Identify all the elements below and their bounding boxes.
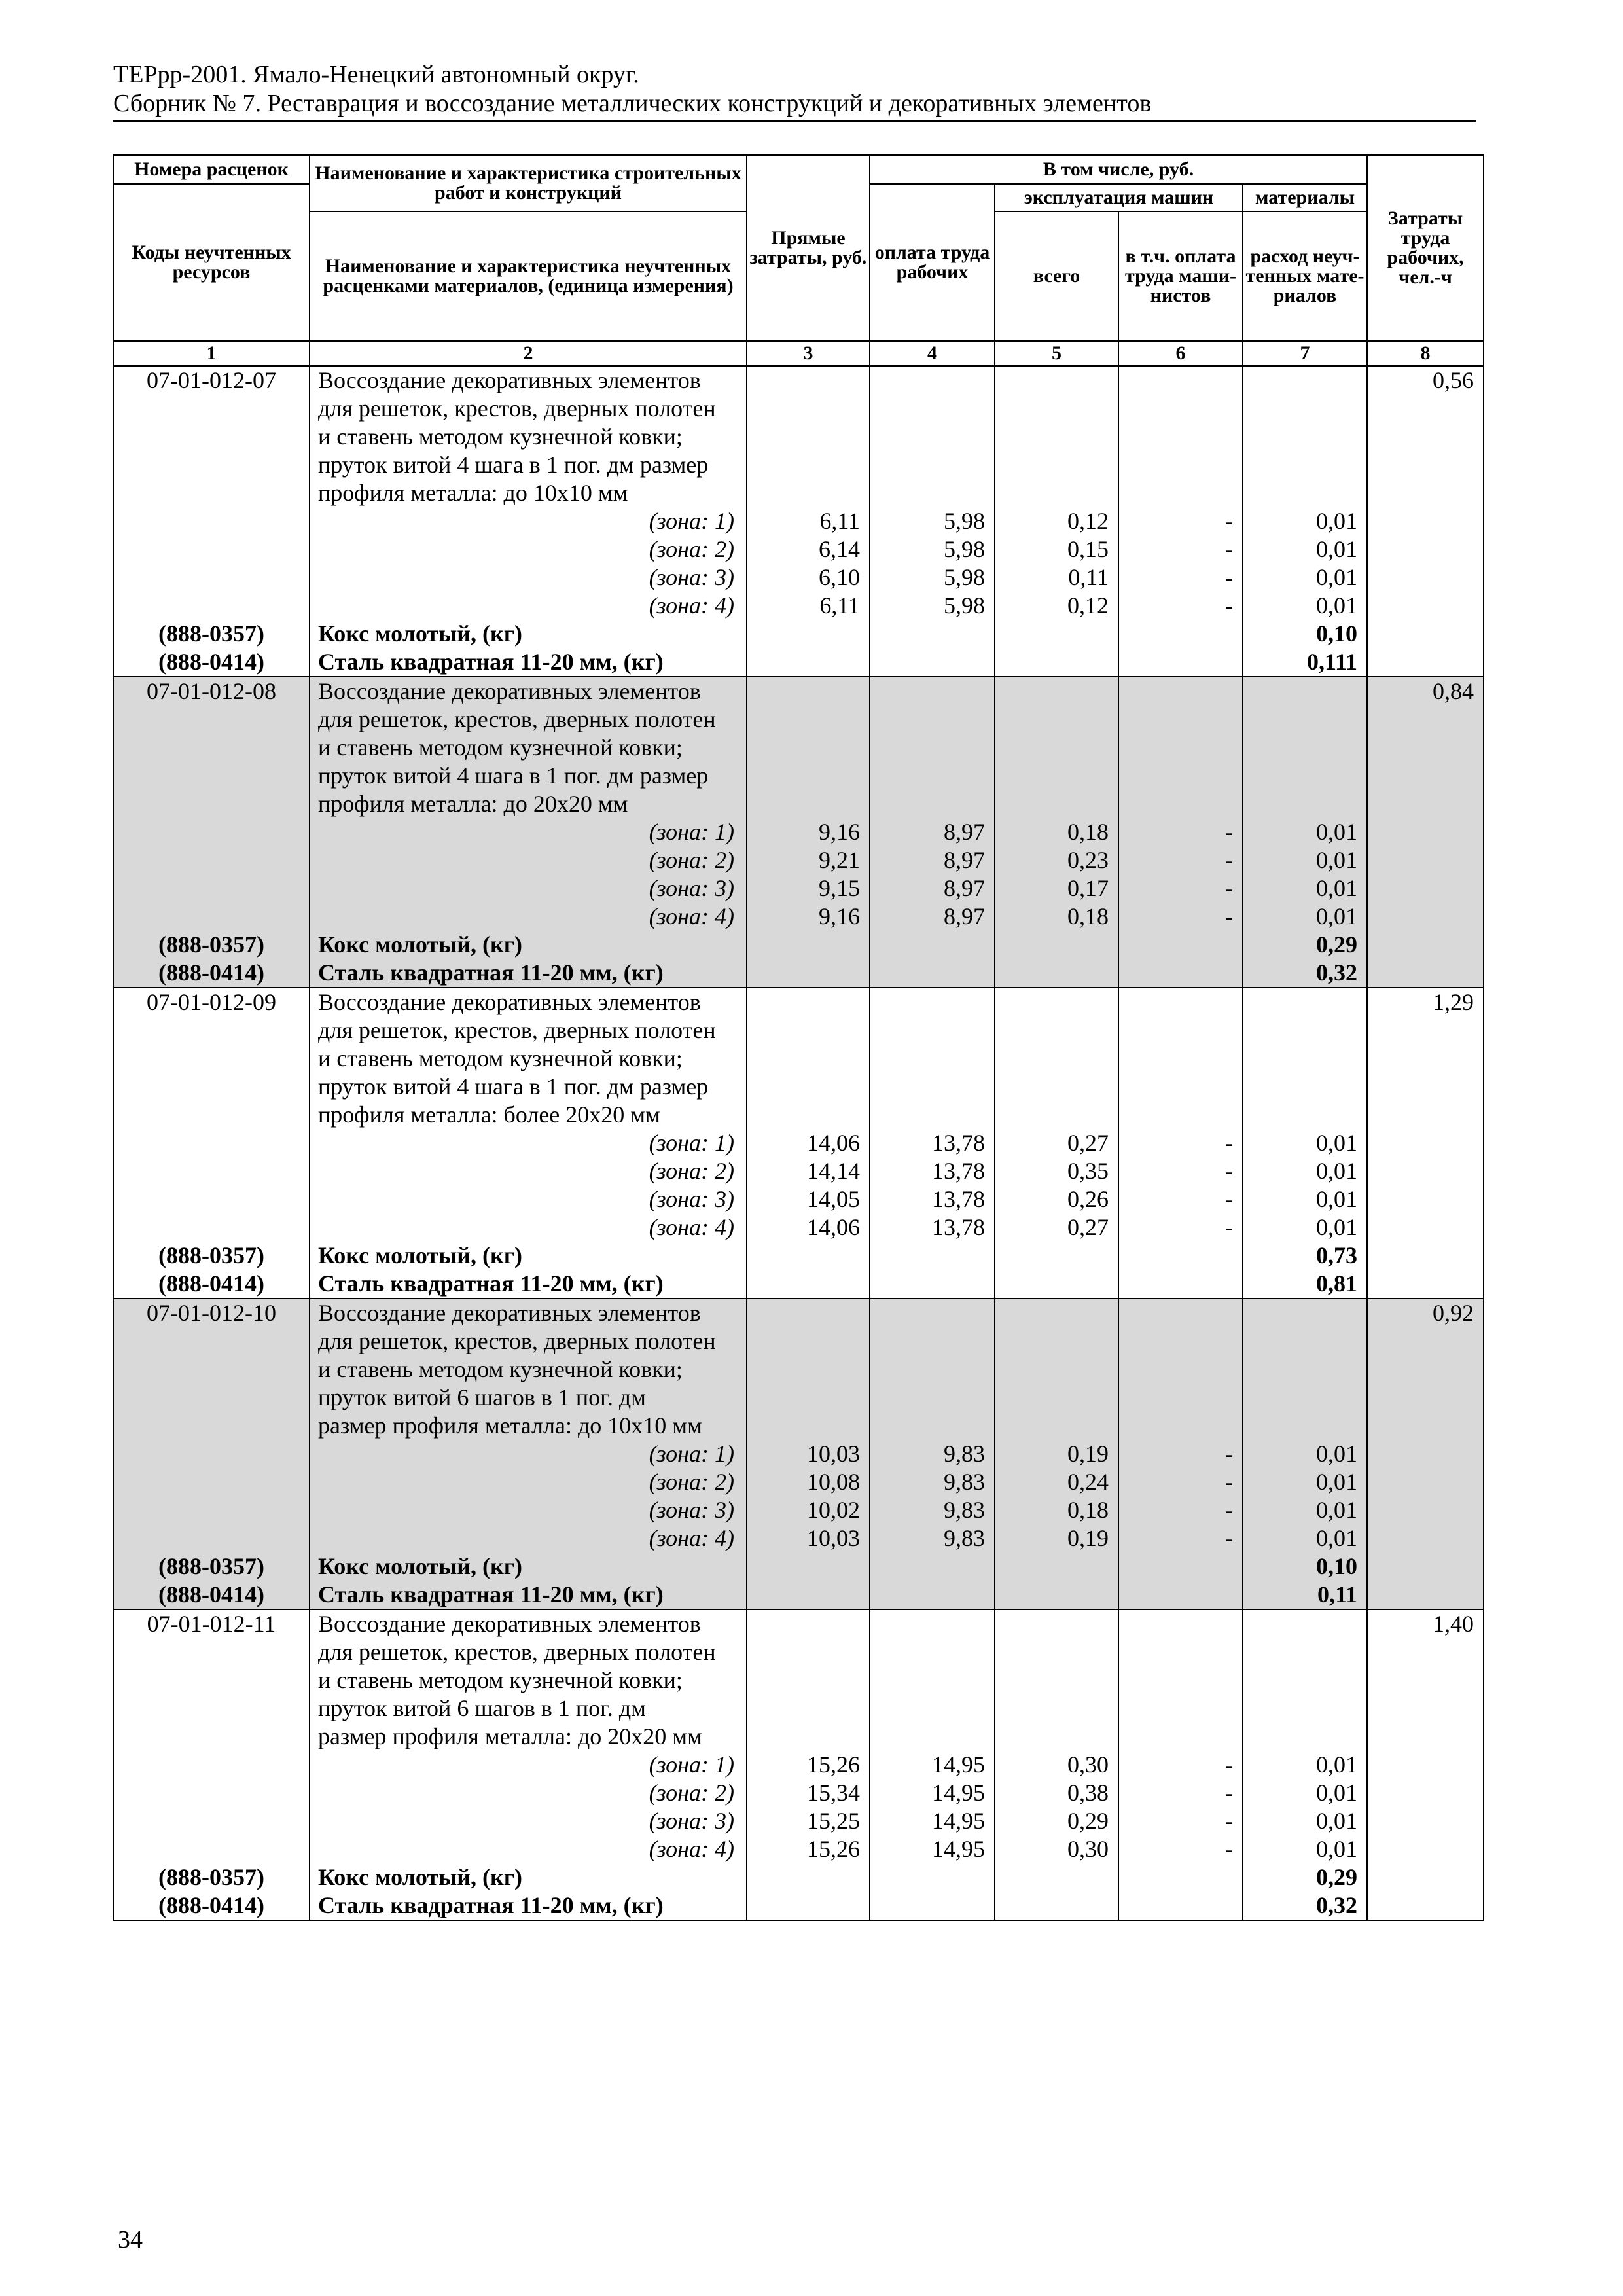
zone-row bbox=[113, 1185, 1484, 1213]
rate-description-line: Воссоздание декоративных элементов bbox=[310, 366, 747, 395]
materials-cost: 0,01 bbox=[1243, 1157, 1367, 1185]
resource-code: (888-0414) bbox=[113, 1270, 310, 1299]
direct-costs: 14,06 bbox=[747, 1129, 870, 1157]
col-number: 3 bbox=[747, 341, 870, 366]
worker-pay: 13,78 bbox=[870, 1213, 995, 1242]
rate-description-line: Воссоздание декоративных элементов bbox=[310, 1299, 747, 1327]
direct-costs: 15,34 bbox=[747, 1779, 870, 1807]
th-resource-codes: Коды неучтенных ресурсов bbox=[113, 184, 310, 341]
col-number: 4 bbox=[870, 341, 995, 366]
zone-label: (зона: 3) bbox=[310, 564, 747, 592]
materials-cost: 0,01 bbox=[1243, 1496, 1367, 1524]
rate-desc-row bbox=[113, 734, 1484, 762]
zone-label: (зона: 2) bbox=[310, 535, 747, 564]
labor-costs: 1,40 bbox=[1367, 1609, 1484, 1638]
labor-costs: 0,56 bbox=[1367, 366, 1484, 395]
zone-row bbox=[113, 874, 1484, 903]
machinist-pay: - bbox=[1118, 1524, 1243, 1552]
material-row bbox=[113, 1892, 1484, 1920]
materials-cost: 0,01 bbox=[1243, 1440, 1367, 1468]
rate-desc-row bbox=[113, 1666, 1484, 1695]
machinist-pay: - bbox=[1118, 1468, 1243, 1496]
zone-label: (зона: 1) bbox=[310, 507, 747, 535]
machinist-pay: - bbox=[1118, 535, 1243, 564]
material-consumption: 0,10 bbox=[1243, 620, 1367, 648]
rate-desc-row bbox=[113, 1073, 1484, 1101]
worker-pay: 5,98 bbox=[870, 592, 995, 620]
machine-total: 0,18 bbox=[995, 1496, 1118, 1524]
rate-description-line: и ставень методом кузнечной ковки; bbox=[310, 423, 747, 451]
rate-description-line: и ставень методом кузнечной ковки; bbox=[310, 1666, 747, 1695]
material-name: Сталь квадратная 11-20 мм, (кг) bbox=[310, 648, 747, 677]
machine-total: 0,23 bbox=[995, 846, 1118, 874]
materials-cost: 0,01 bbox=[1243, 1524, 1367, 1552]
page-number: 34 bbox=[118, 2226, 143, 2253]
machinist-pay: - bbox=[1118, 1807, 1243, 1835]
rate-block bbox=[113, 1609, 1484, 1920]
worker-pay: 13,78 bbox=[870, 1157, 995, 1185]
zone-label: (зона: 3) bbox=[310, 1496, 747, 1524]
rate-desc-row bbox=[113, 451, 1484, 479]
machinist-pay: - bbox=[1118, 818, 1243, 846]
th-including: В том числе, руб. bbox=[870, 155, 1367, 184]
machine-total: 0,18 bbox=[995, 818, 1118, 846]
zone-row bbox=[113, 507, 1484, 535]
worker-pay: 5,98 bbox=[870, 564, 995, 592]
labor-costs: 0,92 bbox=[1367, 1299, 1484, 1327]
rate-block bbox=[113, 366, 1484, 677]
machinist-pay: - bbox=[1118, 1129, 1243, 1157]
resource-code: (888-0414) bbox=[113, 1581, 310, 1609]
rate-desc-row bbox=[113, 366, 1484, 395]
col-number: 1 bbox=[113, 341, 310, 366]
rate-code: 07-01-012-09 bbox=[113, 988, 310, 1016]
rate-description-line: для решеток, крестов, дверных полотен bbox=[310, 706, 747, 734]
materials-cost: 0,01 bbox=[1243, 1835, 1367, 1863]
zone-label: (зона: 3) bbox=[310, 874, 747, 903]
material-row bbox=[113, 1270, 1484, 1299]
zone-row bbox=[113, 1496, 1484, 1524]
rate-code: 07-01-012-07 bbox=[113, 366, 310, 395]
material-row bbox=[113, 648, 1484, 677]
direct-costs: 6,10 bbox=[747, 564, 870, 592]
rate-desc-row bbox=[113, 1384, 1484, 1412]
machinist-pay: - bbox=[1118, 874, 1243, 903]
zone-label: (зона: 4) bbox=[310, 1835, 747, 1863]
zone-label: (зона: 2) bbox=[310, 1157, 747, 1185]
worker-pay: 8,97 bbox=[870, 903, 995, 931]
material-consumption: 0,29 bbox=[1243, 1863, 1367, 1892]
machinist-pay: - bbox=[1118, 1779, 1243, 1807]
material-row bbox=[113, 1863, 1484, 1892]
machinist-pay: - bbox=[1118, 564, 1243, 592]
material-name: Кокс молотый, (кг) bbox=[310, 1863, 747, 1892]
zone-label: (зона: 4) bbox=[310, 903, 747, 931]
machinist-pay: - bbox=[1118, 1157, 1243, 1185]
resource-code: (888-0357) bbox=[113, 1242, 310, 1270]
zone-row bbox=[113, 1468, 1484, 1496]
materials-cost: 0,01 bbox=[1243, 507, 1367, 535]
zone-label: (зона: 4) bbox=[310, 1213, 747, 1242]
rate-desc-row bbox=[113, 790, 1484, 818]
material-name: Сталь квадратная 11-20 мм, (кг) bbox=[310, 959, 747, 988]
machinist-pay: - bbox=[1118, 592, 1243, 620]
zone-label: (зона: 3) bbox=[310, 1185, 747, 1213]
rate-desc-row bbox=[113, 988, 1484, 1016]
materials-cost: 0,01 bbox=[1243, 874, 1367, 903]
col-number: 8 bbox=[1367, 341, 1484, 366]
direct-costs: 6,11 bbox=[747, 507, 870, 535]
direct-costs: 9,16 bbox=[747, 818, 870, 846]
rate-desc-row bbox=[113, 1412, 1484, 1440]
material-consumption: 0,73 bbox=[1243, 1242, 1367, 1270]
zone-label: (зона: 1) bbox=[310, 1751, 747, 1779]
rate-desc-row bbox=[113, 1638, 1484, 1666]
rate-desc-row bbox=[113, 1695, 1484, 1723]
material-row bbox=[113, 620, 1484, 648]
rate-desc-row bbox=[113, 762, 1484, 790]
th-unaccounted-materials: расход неуч- тенных мате- риалов bbox=[1243, 211, 1367, 341]
rate-desc-row bbox=[113, 1723, 1484, 1751]
zone-row bbox=[113, 1157, 1484, 1185]
machine-total: 0,27 bbox=[995, 1129, 1118, 1157]
rate-description-line: и ставень методом кузнечной ковки; bbox=[310, 1355, 747, 1384]
machine-total: 0,27 bbox=[995, 1213, 1118, 1242]
th-total: всего bbox=[995, 211, 1118, 341]
material-consumption: 0,32 bbox=[1243, 1892, 1367, 1920]
rate-description-line: профиля металла: до 20х20 мм bbox=[310, 790, 747, 818]
rate-description-line: профиля металла: более 20х20 мм bbox=[310, 1101, 747, 1129]
resource-code: (888-0357) bbox=[113, 620, 310, 648]
th-labor-costs: Затраты труда рабочих, чел.-ч bbox=[1367, 155, 1484, 341]
zone-row bbox=[113, 1129, 1484, 1157]
resource-code: (888-0357) bbox=[113, 931, 310, 959]
material-name: Кокс молотый, (кг) bbox=[310, 1552, 747, 1581]
rate-description-line: пруток витой 4 шага в 1 пог. дм размер bbox=[310, 762, 747, 790]
worker-pay: 14,95 bbox=[870, 1751, 995, 1779]
materials-cost: 0,01 bbox=[1243, 592, 1367, 620]
zone-label: (зона: 2) bbox=[310, 846, 747, 874]
direct-costs: 15,26 bbox=[747, 1751, 870, 1779]
worker-pay: 9,83 bbox=[870, 1468, 995, 1496]
rate-description-line: пруток витой 4 шага в 1 пог. дм размер bbox=[310, 1073, 747, 1101]
direct-costs: 10,08 bbox=[747, 1468, 870, 1496]
materials-cost: 0,01 bbox=[1243, 1213, 1367, 1242]
machine-total: 0,30 bbox=[995, 1751, 1118, 1779]
machinist-pay: - bbox=[1118, 846, 1243, 874]
resource-code: (888-0414) bbox=[113, 1892, 310, 1920]
machinist-pay: - bbox=[1118, 1751, 1243, 1779]
rate-block bbox=[113, 677, 1484, 988]
material-name: Кокс молотый, (кг) bbox=[310, 1242, 747, 1270]
rates-table bbox=[113, 154, 1484, 1921]
material-row bbox=[113, 1581, 1484, 1609]
machine-total: 0,12 bbox=[995, 592, 1118, 620]
rate-description-line: пруток витой 4 шага в 1 пог. дм размер bbox=[310, 451, 747, 479]
zone-row bbox=[113, 592, 1484, 620]
rate-block bbox=[113, 988, 1484, 1299]
direct-costs: 15,25 bbox=[747, 1807, 870, 1835]
rate-desc-row bbox=[113, 423, 1484, 451]
zone-label: (зона: 1) bbox=[310, 818, 747, 846]
materials-cost: 0,01 bbox=[1243, 535, 1367, 564]
zone-row bbox=[113, 564, 1484, 592]
direct-costs: 9,16 bbox=[747, 903, 870, 931]
material-name: Сталь квадратная 11-20 мм, (кг) bbox=[310, 1581, 747, 1609]
th-machinist-pay: в т.ч. оплата труда маши- нистов bbox=[1118, 211, 1243, 341]
direct-costs: 14,14 bbox=[747, 1157, 870, 1185]
direct-costs: 6,11 bbox=[747, 592, 870, 620]
machine-total: 0,19 bbox=[995, 1440, 1118, 1468]
worker-pay: 9,83 bbox=[870, 1496, 995, 1524]
zone-row bbox=[113, 1440, 1484, 1468]
zone-label: (зона: 1) bbox=[310, 1440, 747, 1468]
resource-code: (888-0414) bbox=[113, 648, 310, 677]
worker-pay: 13,78 bbox=[870, 1185, 995, 1213]
rate-description-line: размер профиля металла: до 10х10 мм bbox=[310, 1412, 747, 1440]
labor-costs: 1,29 bbox=[1367, 988, 1484, 1016]
zone-row bbox=[113, 818, 1484, 846]
direct-costs: 10,03 bbox=[747, 1440, 870, 1468]
machinist-pay: - bbox=[1118, 507, 1243, 535]
resource-code: (888-0357) bbox=[113, 1863, 310, 1892]
worker-pay: 8,97 bbox=[870, 818, 995, 846]
material-row bbox=[113, 959, 1484, 988]
machine-total: 0,29 bbox=[995, 1807, 1118, 1835]
machine-total: 0,24 bbox=[995, 1468, 1118, 1496]
rate-desc-row bbox=[113, 1016, 1484, 1045]
direct-costs: 10,02 bbox=[747, 1496, 870, 1524]
machine-total: 0,35 bbox=[995, 1157, 1118, 1185]
zone-label: (зона: 1) bbox=[310, 1129, 747, 1157]
material-name: Сталь квадратная 11-20 мм, (кг) bbox=[310, 1892, 747, 1920]
rate-code: 07-01-012-10 bbox=[113, 1299, 310, 1327]
materials-cost: 0,01 bbox=[1243, 846, 1367, 874]
machinist-pay: - bbox=[1118, 1496, 1243, 1524]
rate-code: 07-01-012-11 bbox=[113, 1609, 310, 1638]
rate-desc-row bbox=[113, 677, 1484, 706]
rate-desc-row bbox=[113, 1045, 1484, 1073]
material-row bbox=[113, 1552, 1484, 1581]
worker-pay: 14,95 bbox=[870, 1807, 995, 1835]
zone-row bbox=[113, 1779, 1484, 1807]
direct-costs: 9,21 bbox=[747, 846, 870, 874]
machine-total: 0,30 bbox=[995, 1835, 1118, 1863]
th-worker-pay: оплата труда рабочих bbox=[870, 184, 995, 341]
direct-costs: 9,15 bbox=[747, 874, 870, 903]
direct-costs: 10,03 bbox=[747, 1524, 870, 1552]
zone-row bbox=[113, 903, 1484, 931]
direct-costs: 14,06 bbox=[747, 1213, 870, 1242]
header-collection: Сборник № 7. Реставрация и воссоздание металлических конструкций и декоративных элементов bbox=[113, 90, 1152, 117]
rate-description-line: для решеток, крестов, дверных полотен bbox=[310, 1327, 747, 1355]
rate-desc-row bbox=[113, 1101, 1484, 1129]
materials-cost: 0,01 bbox=[1243, 1807, 1367, 1835]
materials-cost: 0,01 bbox=[1243, 1779, 1367, 1807]
resource-code: (888-0357) bbox=[113, 1552, 310, 1581]
material-consumption: 0,111 bbox=[1243, 648, 1367, 677]
th-material-name: Наименование и характеристика неучтенных расценками материалов, (единица измерения) bbox=[310, 211, 747, 341]
material-name: Кокс молотый, (кг) bbox=[310, 931, 747, 959]
materials-cost: 0,01 bbox=[1243, 903, 1367, 931]
materials-cost: 0,01 bbox=[1243, 1129, 1367, 1157]
rate-desc-row bbox=[113, 1327, 1484, 1355]
machine-total: 0,19 bbox=[995, 1524, 1118, 1552]
resource-code: (888-0414) bbox=[113, 959, 310, 988]
th-rate-numbers: Номера расценок bbox=[113, 155, 310, 184]
direct-costs: 14,05 bbox=[747, 1185, 870, 1213]
direct-costs: 15,26 bbox=[747, 1835, 870, 1863]
direct-costs: 6,14 bbox=[747, 535, 870, 564]
machinist-pay: - bbox=[1118, 1185, 1243, 1213]
worker-pay: 9,83 bbox=[870, 1440, 995, 1468]
machine-total: 0,15 bbox=[995, 535, 1118, 564]
header-rule bbox=[113, 120, 1476, 122]
worker-pay: 8,97 bbox=[870, 846, 995, 874]
material-consumption: 0,32 bbox=[1243, 959, 1367, 988]
machine-total: 0,17 bbox=[995, 874, 1118, 903]
rate-description-line: Воссоздание декоративных элементов bbox=[310, 677, 747, 706]
rate-description-line: пруток витой 6 шагов в 1 пог. дм bbox=[310, 1695, 747, 1723]
th-materials: материалы bbox=[1243, 184, 1367, 211]
zone-row bbox=[113, 1835, 1484, 1863]
rate-description-line: Воссоздание декоративных элементов bbox=[310, 1609, 747, 1638]
col-number: 2 bbox=[310, 341, 747, 366]
materials-cost: 0,01 bbox=[1243, 564, 1367, 592]
zone-label: (зона: 2) bbox=[310, 1468, 747, 1496]
zone-row bbox=[113, 1751, 1484, 1779]
materials-cost: 0,01 bbox=[1243, 1468, 1367, 1496]
machinist-pay: - bbox=[1118, 1213, 1243, 1242]
machine-total: 0,18 bbox=[995, 903, 1118, 931]
rate-description-line: размер профиля металла: до 20х20 мм bbox=[310, 1723, 747, 1751]
rate-description-line: для решеток, крестов, дверных полотен bbox=[310, 1016, 747, 1045]
zone-row bbox=[113, 535, 1484, 564]
material-row bbox=[113, 1242, 1484, 1270]
worker-pay: 5,98 bbox=[870, 507, 995, 535]
material-consumption: 0,29 bbox=[1243, 931, 1367, 959]
zone-row bbox=[113, 1524, 1484, 1552]
header-title: ТЕРрр-2001. Ямало-Ненецкий автономный округ. bbox=[113, 61, 639, 88]
rate-desc-row bbox=[113, 1299, 1484, 1327]
worker-pay: 9,83 bbox=[870, 1524, 995, 1552]
zone-row bbox=[113, 1807, 1484, 1835]
zone-row bbox=[113, 846, 1484, 874]
machine-total: 0,12 bbox=[995, 507, 1118, 535]
rate-description-line: профиля металла: до 10х10 мм bbox=[310, 479, 747, 507]
zone-label: (зона: 3) bbox=[310, 1807, 747, 1835]
col-number: 5 bbox=[995, 341, 1118, 366]
rate-desc-row bbox=[113, 1355, 1484, 1384]
page-header bbox=[113, 60, 1476, 118]
rate-description-line: пруток витой 6 шагов в 1 пог. дм bbox=[310, 1384, 747, 1412]
material-consumption: 0,81 bbox=[1243, 1270, 1367, 1299]
machine-total: 0,26 bbox=[995, 1185, 1118, 1213]
col-number: 6 bbox=[1118, 341, 1243, 366]
worker-pay: 13,78 bbox=[870, 1129, 995, 1157]
col-number: 7 bbox=[1243, 341, 1367, 366]
th-direct-costs: Прямые затраты, руб. bbox=[747, 155, 870, 341]
rate-description-line: для решеток, крестов, дверных полотен bbox=[310, 1638, 747, 1666]
rate-desc-row bbox=[113, 706, 1484, 734]
material-consumption: 0,11 bbox=[1243, 1581, 1367, 1609]
labor-costs: 0,84 bbox=[1367, 677, 1484, 706]
material-name: Сталь квадратная 11-20 мм, (кг) bbox=[310, 1270, 747, 1299]
worker-pay: 5,98 bbox=[870, 535, 995, 564]
machinist-pay: - bbox=[1118, 1440, 1243, 1468]
materials-cost: 0,01 bbox=[1243, 1185, 1367, 1213]
rate-desc-row bbox=[113, 479, 1484, 507]
th-machine-operation: эксплуатация машин bbox=[995, 184, 1243, 211]
th-work-name: Наименование и характеристика строительных работ и конструкций bbox=[310, 155, 747, 211]
rate-desc-row bbox=[113, 395, 1484, 423]
rate-description-line: Воссоздание декоративных элементов bbox=[310, 988, 747, 1016]
machinist-pay: - bbox=[1118, 903, 1243, 931]
zone-label: (зона: 4) bbox=[310, 1524, 747, 1552]
worker-pay: 14,95 bbox=[870, 1779, 995, 1807]
worker-pay: 8,97 bbox=[870, 874, 995, 903]
rate-description-line: для решеток, крестов, дверных полотен bbox=[310, 395, 747, 423]
materials-cost: 0,01 bbox=[1243, 818, 1367, 846]
material-row bbox=[113, 931, 1484, 959]
rate-code: 07-01-012-08 bbox=[113, 677, 310, 706]
machine-total: 0,38 bbox=[995, 1779, 1118, 1807]
rate-block bbox=[113, 1299, 1484, 1609]
rate-description-line: и ставень методом кузнечной ковки; bbox=[310, 1045, 747, 1073]
material-consumption: 0,10 bbox=[1243, 1552, 1367, 1581]
material-name: Кокс молотый, (кг) bbox=[310, 620, 747, 648]
machine-total: 0,11 bbox=[995, 564, 1118, 592]
column-numbers-row bbox=[113, 341, 1484, 366]
worker-pay: 14,95 bbox=[870, 1835, 995, 1863]
rate-desc-row bbox=[113, 1609, 1484, 1638]
zone-row bbox=[113, 1213, 1484, 1242]
machinist-pay: - bbox=[1118, 1835, 1243, 1863]
zone-label: (зона: 4) bbox=[310, 592, 747, 620]
zone-label: (зона: 2) bbox=[310, 1779, 747, 1807]
materials-cost: 0,01 bbox=[1243, 1751, 1367, 1779]
rate-description-line: и ставень методом кузнечной ковки; bbox=[310, 734, 747, 762]
